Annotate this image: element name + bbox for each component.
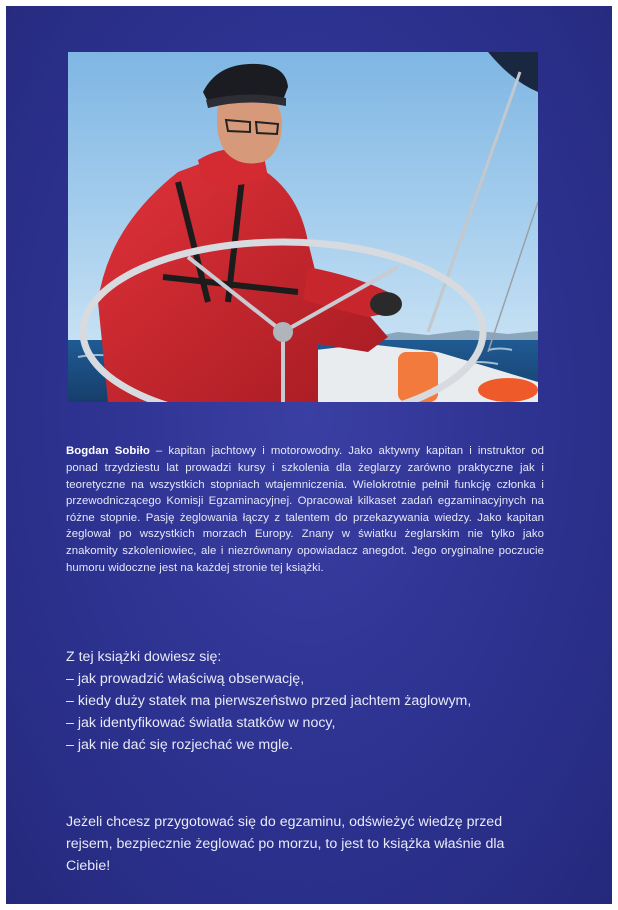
list-item: – jak nie dać się rozjechać we mgle. [66, 737, 294, 753]
closing-text: Jeżeli chcesz przygotować się do egzaminu, odświeżyć wiedzę przed rejsem, bezpiecznie żeglować po morzu, to jest to książka właśnie dla Ciebie! [66, 814, 505, 875]
author-bio [66, 443, 544, 576]
list-item: – kiedy duży statek ma pierwszeństwo przed jachtem żaglowym, [66, 693, 472, 709]
photo-illustration [68, 52, 538, 402]
author-bio-text: – kapitan jachtowy i motorowodny. Jako aktywny kapitan i instruktor od ponad trzydziestu lat prowadzi kursy i szkolenia dla żeglarzy zarówno praktyczne jak i teoretyczne na wszystkich stopniach wtajemniczenia. Wielokrotnie pełnił funkcję członka i przewodniczącego Komisji Egzaminacyjnej. Opracował kilkaset zadań egzaminacyjnych na różne stopnie. Pasję żeglowania łączy z talentem do przekazywania wiedzy. Jako kapitan żeglował po wszystkich morzach Europy. Znany w światku żeglarskim nie tylko jako znakomity szkoleniowiec, ale i niezrównany opowiadacz anegdot. Jego oryginalne poczucie humoru widoczne jest na każdej stronie tej książki. [66, 445, 544, 574]
list-item: – jak identyfikować światła statków w nocy, [66, 715, 336, 731]
sailor-at-helm-photo [68, 52, 538, 402]
back-cover [6, 6, 612, 904]
learn-intro: Z tej książki dowiesz się: [66, 649, 222, 665]
learn-section [66, 646, 546, 756]
learn-list [66, 668, 546, 756]
glove [370, 292, 402, 316]
list-item: – jak prowadzić właściwą obserwację, [66, 671, 305, 687]
life-ring [478, 378, 538, 402]
author-name: Bogdan Sobiło [66, 445, 150, 458]
